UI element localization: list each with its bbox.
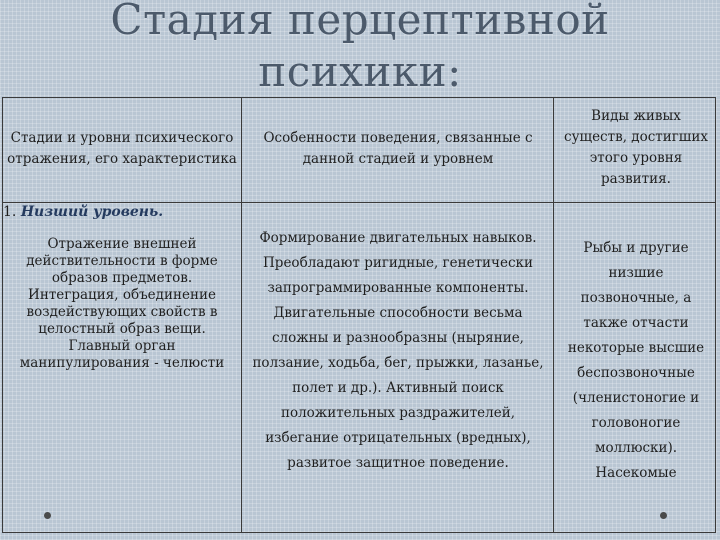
species-text-line: (членистоногие и bbox=[572, 390, 700, 406]
species-text-line: головоногие bbox=[591, 415, 681, 431]
behavior-text-line: запрограммированные компоненты. bbox=[267, 280, 529, 296]
behavior-text-line: сложны и разнообразны (ныряние, bbox=[272, 330, 524, 346]
behavior-text-line: ползание, ходьба, бег, прыжки, лазанье, bbox=[252, 355, 544, 371]
behavior-text-line: положительных раздражителей, bbox=[280, 405, 516, 421]
column-divider-2 bbox=[553, 98, 554, 532]
stage-text-line: Отражение внешней bbox=[47, 236, 197, 252]
header-col-species-line: существ, достигших bbox=[564, 129, 708, 145]
header-col-behavior bbox=[243, 128, 553, 170]
decorative-dot-right bbox=[660, 512, 667, 519]
stage-text-line: манипулирования - челюсти bbox=[19, 355, 225, 371]
species-text-line: позвоночные, а bbox=[580, 290, 692, 306]
slide-title-line-2: психики: bbox=[258, 47, 462, 96]
row-col-stages bbox=[3, 236, 241, 372]
behavior-text-line: Формирование двигательных навыков. bbox=[259, 230, 537, 246]
header-col-behavior-line: Особенности поведения, связанные с bbox=[263, 130, 533, 146]
behavior-text-line: избегание отрицательных (вредных), bbox=[265, 430, 531, 446]
stage-text-line: Главный орган bbox=[68, 338, 176, 354]
species-text-line: некоторые высшие bbox=[567, 340, 705, 356]
stage-text-line: образов предметов. bbox=[51, 270, 193, 286]
behavior-text-line: Двигательные способности весьма bbox=[273, 305, 523, 321]
header-col-species-line: этого уровня bbox=[589, 150, 683, 166]
header-col-species bbox=[555, 106, 717, 190]
row-col-behavior bbox=[243, 226, 553, 476]
level-title: Низший уровень. bbox=[20, 204, 164, 220]
level-heading bbox=[3, 204, 163, 220]
species-text-line: беспозвоночные bbox=[577, 365, 695, 381]
behavior-text-line: Преобладают ригидные, генетически bbox=[263, 255, 533, 271]
species-text-line: Насекомые bbox=[595, 465, 677, 481]
header-col-behavior-line: данной стадией и уровнем bbox=[302, 151, 494, 167]
perceptive-stage-table bbox=[2, 97, 716, 533]
stage-text-line: Интеграция, объединение bbox=[28, 287, 216, 303]
level-number: 1. bbox=[3, 204, 17, 220]
header-divider bbox=[3, 202, 715, 203]
header-col-stages-line: отражения, его характеристика bbox=[7, 151, 237, 167]
header-col-stages-line: Стадии и уровни психического bbox=[10, 130, 234, 146]
column-divider-1 bbox=[241, 98, 242, 532]
behavior-text-line: развитое защитное поведение. bbox=[287, 455, 509, 471]
species-text-line: Рыбы и другие bbox=[583, 240, 689, 256]
row-col-species bbox=[555, 236, 717, 486]
header-col-stages bbox=[3, 128, 241, 170]
slide-title-line-1: Стадия перцептивной bbox=[110, 0, 610, 44]
stage-text-line: целостный образ вещи. bbox=[38, 321, 206, 337]
species-text-line: также отчасти bbox=[583, 315, 689, 331]
header-col-species-line: развития. bbox=[601, 171, 671, 187]
stage-text-line: действительности в форме bbox=[26, 253, 218, 269]
stage-text-line: воздействующих свойств в bbox=[26, 304, 218, 320]
header-col-species-line: Виды живых bbox=[591, 108, 681, 124]
decorative-dot-left bbox=[44, 512, 51, 519]
species-text-line: моллюски). bbox=[594, 440, 678, 456]
behavior-text-line: полет и др.). Активный поиск bbox=[292, 380, 504, 396]
species-text-line: низшие bbox=[608, 265, 664, 281]
